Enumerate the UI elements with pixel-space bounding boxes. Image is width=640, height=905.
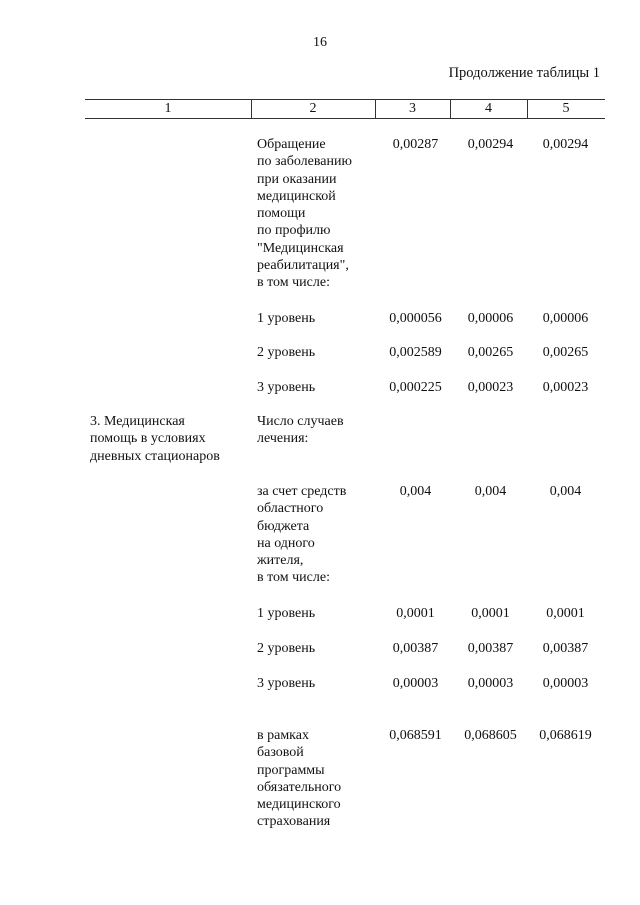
value-cell-col3: 0,000056 [389,311,442,326]
value-cell-col4: 0,00003 [467,676,514,691]
indicator-cell: в рамках базовой программы обязательного медицинского страхования [257,728,342,830]
header-col-4: 4 [450,100,528,118]
value-cell-col4: 0,00387 [467,641,514,656]
indicator-cell: 3 уровень [257,676,316,691]
value-cell-col5: 0,00265 [542,345,589,360]
indicator-cell: 1 уровень [257,311,316,326]
indicator-cell: Обращение по заболеванию при оказании медицинской помощи по профилю "Медицинская реабилитация", в том числе: [257,137,352,291]
header-col-1: 1 [85,100,252,118]
value-cell-col5: 0,00387 [542,641,589,656]
section-title-cell: 3. Медицинская помощь в условиях дневных стационаров [90,414,220,464]
value-cell-col3: 0,00003 [392,676,439,691]
value-cell-col4: 0,00023 [467,380,514,395]
value-cell-col4: 0,00006 [467,311,514,326]
indicator-cell: за счет средств областного бюджета на одного жителя, в том числе: [257,484,347,586]
indicator-cell: 2 уровень [257,345,316,360]
value-cell-col5: 0,004 [549,484,582,499]
value-cell-col3: 0,002589 [389,345,442,360]
value-cell-col4: 0,00265 [467,345,514,360]
value-cell-col3: 0,004 [399,484,432,499]
table-header-row [85,99,605,119]
indicator-cell: 1 уровень [257,606,316,621]
table-caption: Продолжение таблицы 1 [448,65,600,81]
header-col-5: 5 [562,101,570,116]
page-number: 16 [313,35,327,50]
value-cell-col3: 0,00287 [392,137,439,152]
value-cell-col5: 0,0001 [546,606,585,621]
indicator-cell: 2 уровень [257,641,316,656]
value-cell-col3: 0,0001 [396,606,435,621]
indicator-cell: 3 уровень [257,380,316,395]
indicator-cell: Число случаев лечения: [257,414,344,447]
value-cell-col5: 0,00023 [542,380,589,395]
value-cell-col4: 0,004 [474,484,507,499]
header-col-2: 2 [251,100,376,118]
value-cell-col5: 0,068619 [539,728,592,743]
value-cell-col4: 0,0001 [471,606,510,621]
value-cell-col3: 0,068591 [389,728,442,743]
value-cell-col5: 0,00294 [542,137,589,152]
value-cell-col5: 0,00006 [542,311,589,326]
value-cell-col4: 0,00294 [467,137,514,152]
value-cell-col3: 0,00387 [392,641,439,656]
value-cell-col3: 0,000225 [389,380,442,395]
value-cell-col5: 0,00003 [542,676,589,691]
value-cell-col4: 0,068605 [464,728,517,743]
header-col-3: 3 [375,100,451,118]
